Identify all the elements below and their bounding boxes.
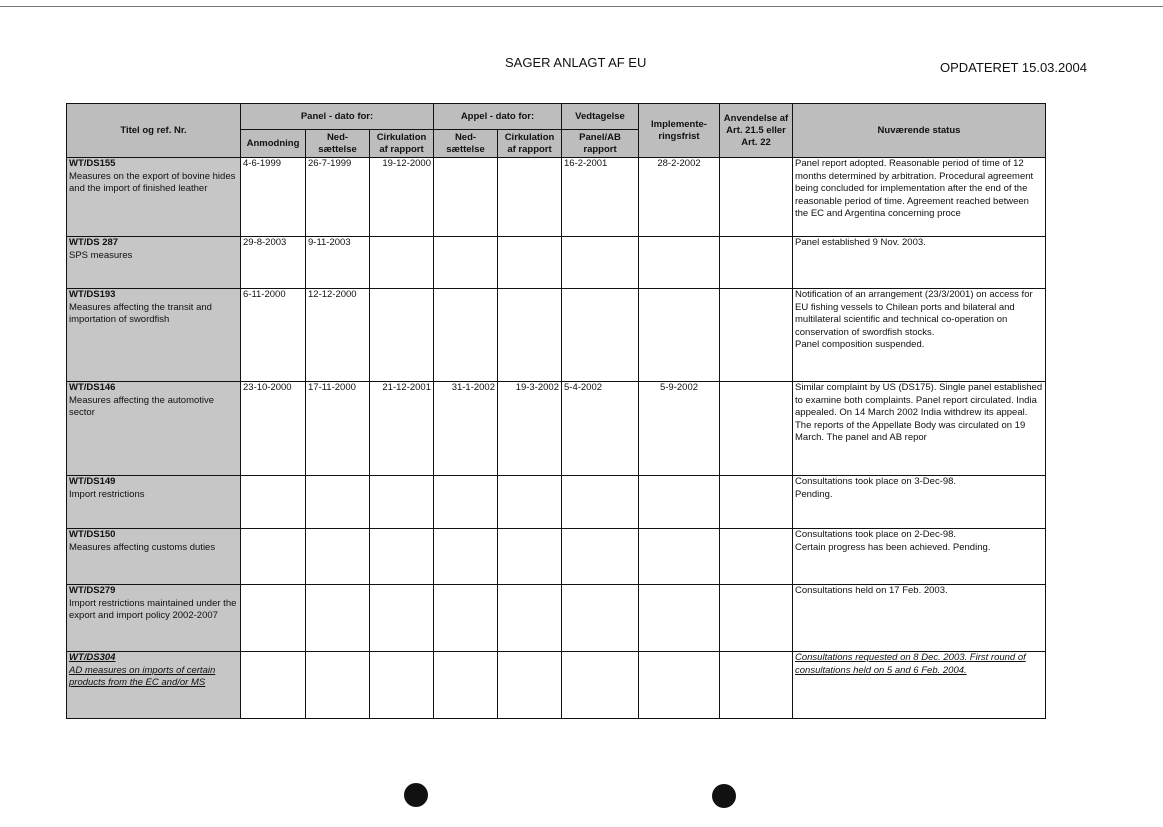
implementation-date <box>639 585 720 652</box>
established-date: 12-12-2000 <box>306 289 370 382</box>
table-row <box>67 585 1046 652</box>
appeal-filed-date <box>434 237 498 289</box>
case-status: Similar complaint by US (DS175). Single panel established to examine both complaints. Panel report circulated. India appealed. On 14 March 2002 India withdrew its appeal. The reports of the Appellate Body was circulated on 19 March. The panel and AB repor <box>793 382 1046 476</box>
case-title-cell <box>67 529 241 585</box>
header-panel-group: Panel - dato for: <box>241 104 434 130</box>
case-title-cell <box>67 289 241 382</box>
adoption-date <box>562 237 639 289</box>
appeal-filed-date <box>434 652 498 719</box>
case-title: Measures affecting the automotive sector <box>69 394 215 418</box>
header-panel-circulation: Cirkulation af rapport <box>370 130 434 158</box>
appeal-circulation-date <box>498 476 562 529</box>
article-use <box>720 529 793 585</box>
case-title: Measures on the export of bovine hides and the import of finished leather <box>69 170 236 194</box>
implementation-date <box>639 476 720 529</box>
case-status: Notification of an arrangement (23/3/2001) on access for EU fishing vessels to Chilean ports and bilateral and multilateral scientific and technical co-operation on conservation of swordfish stocks. Panel composition suspended. <box>793 289 1046 382</box>
request-date: 29-8-2003 <box>241 237 306 289</box>
appeal-circulation-date <box>498 289 562 382</box>
implementation-date <box>639 652 720 719</box>
punch-hole-left <box>404 783 428 807</box>
circulation-date <box>370 237 434 289</box>
adoption-date <box>562 476 639 529</box>
circulation-date <box>370 529 434 585</box>
adoption-date: 5-4-2002 <box>562 382 639 476</box>
cases-table <box>66 103 1046 719</box>
appeal-filed-date <box>434 158 498 237</box>
header-appeal-group: Appel - dato for: <box>434 104 562 130</box>
header-implementation: Implemente-ringsfrist <box>639 104 720 158</box>
implementation-date <box>639 237 720 289</box>
adoption-date <box>562 529 639 585</box>
circulation-date: 21-12-2001 <box>370 382 434 476</box>
article-use <box>720 652 793 719</box>
appeal-circulation-date <box>498 652 562 719</box>
established-date <box>306 585 370 652</box>
request-date: 6-11-2000 <box>241 289 306 382</box>
article-use <box>720 237 793 289</box>
implementation-date <box>639 289 720 382</box>
case-status: Panel report adopted. Reasonable period of time of 12 months determined by arbitration. Procedural agreement being concluded for implementation after the end of the reasonable period of time. Agreement reached between the EC and Argentina concerning proce <box>793 158 1046 237</box>
table-row <box>67 382 1046 476</box>
header-panel-request: Anmodning <box>241 130 306 158</box>
case-status: Consultations requested on 8 Dec. 2003. First round of consultations held on 5 and 6 Feb. 2004. <box>793 652 1046 719</box>
header-adoption-sub: Panel/AB rapport <box>562 130 639 158</box>
table-row <box>67 529 1046 585</box>
established-date <box>306 529 370 585</box>
appeal-filed-date <box>434 289 498 382</box>
header-article-use: Anvendelse af Art. 21.5 eller Art. 22 <box>720 104 793 158</box>
case-ref: WT/DS279 <box>69 585 116 596</box>
case-title: SPS measures <box>69 249 133 261</box>
header-panel-established: Ned-sættelse <box>306 130 370 158</box>
request-date <box>241 652 306 719</box>
table-row <box>67 237 1046 289</box>
case-ref: WT/DS 287 <box>69 237 119 248</box>
case-ref: WT/DS304 <box>69 652 116 663</box>
article-use <box>720 289 793 382</box>
case-title: AD measures on imports of certain products from the EC and/or MS <box>69 664 216 688</box>
case-status: Consultations held on 17 Feb. 2003. <box>793 585 1046 652</box>
adoption-date <box>562 585 639 652</box>
case-title: Measures affecting the transit and importation of swordfish <box>69 301 212 325</box>
case-status: Consultations took place on 2-Dec-98. Certain progress has been achieved. Pending. <box>793 529 1046 585</box>
top-rule <box>0 6 1163 7</box>
case-title: Import restrictions maintained under the export and import policy 2002-2007 <box>69 597 237 621</box>
punch-hole-right <box>712 784 736 808</box>
case-ref: WT/DS149 <box>69 476 116 487</box>
request-date: 23-10-2000 <box>241 382 306 476</box>
page-title: SAGER ANLAGT AF EU <box>505 55 647 70</box>
header-title-ref: Titel og ref. Nr. <box>67 104 241 158</box>
article-use <box>720 476 793 529</box>
adoption-date: 16-2-2001 <box>562 158 639 237</box>
table-row <box>67 158 1046 237</box>
header-status: Nuværende status <box>793 104 1046 158</box>
case-status: Panel established 9 Nov. 2003. <box>793 237 1046 289</box>
circulation-date <box>370 289 434 382</box>
appeal-filed-date <box>434 476 498 529</box>
circulation-date: 19-12-2000 <box>370 158 434 237</box>
case-title-cell <box>67 382 241 476</box>
appeal-circulation-date <box>498 585 562 652</box>
established-date <box>306 652 370 719</box>
circulation-date <box>370 585 434 652</box>
request-date <box>241 585 306 652</box>
case-title-cell <box>67 652 241 719</box>
case-status: Consultations took place on 3-Dec-98. Pending. <box>793 476 1046 529</box>
established-date: 17-11-2000 <box>306 382 370 476</box>
circulation-date <box>370 476 434 529</box>
article-use <box>720 585 793 652</box>
case-ref: WT/DS155 <box>69 158 116 169</box>
case-ref: WT/DS146 <box>69 382 116 393</box>
request-date <box>241 476 306 529</box>
case-ref: WT/DS193 <box>69 289 116 300</box>
established-date: 26-7-1999 <box>306 158 370 237</box>
case-title-cell <box>67 237 241 289</box>
request-date <box>241 529 306 585</box>
case-title: Import restrictions <box>69 488 145 500</box>
table-row <box>67 476 1046 529</box>
article-use <box>720 158 793 237</box>
case-title-cell <box>67 476 241 529</box>
header-adoption-group: Vedtagelse <box>562 104 639 130</box>
table-row <box>67 289 1046 382</box>
adoption-date <box>562 289 639 382</box>
header-appeal-circulation: Cirkulation af rapport <box>498 130 562 158</box>
appeal-filed-date <box>434 585 498 652</box>
appeal-circulation-date <box>498 529 562 585</box>
appeal-circulation-date: 19-3-2002 <box>498 382 562 476</box>
case-ref: WT/DS150 <box>69 529 116 540</box>
request-date: 4-6-1999 <box>241 158 306 237</box>
implementation-date: 28-2-2002 <box>639 158 720 237</box>
article-use <box>720 382 793 476</box>
implementation-date <box>639 529 720 585</box>
updated-date: OPDATERET 15.03.2004 <box>940 60 1087 75</box>
established-date: 9-11-2003 <box>306 237 370 289</box>
appeal-filed-date <box>434 529 498 585</box>
case-title-cell <box>67 585 241 652</box>
implementation-date: 5-9-2002 <box>639 382 720 476</box>
table-row <box>67 652 1046 719</box>
appeal-circulation-date <box>498 237 562 289</box>
adoption-date <box>562 652 639 719</box>
circulation-date <box>370 652 434 719</box>
case-title: Measures affecting customs duties <box>69 541 216 553</box>
case-title-cell <box>67 158 241 237</box>
established-date <box>306 476 370 529</box>
header-appeal-filed: Ned-sættelse <box>434 130 498 158</box>
appeal-filed-date: 31-1-2002 <box>434 382 498 476</box>
appeal-circulation-date <box>498 158 562 237</box>
